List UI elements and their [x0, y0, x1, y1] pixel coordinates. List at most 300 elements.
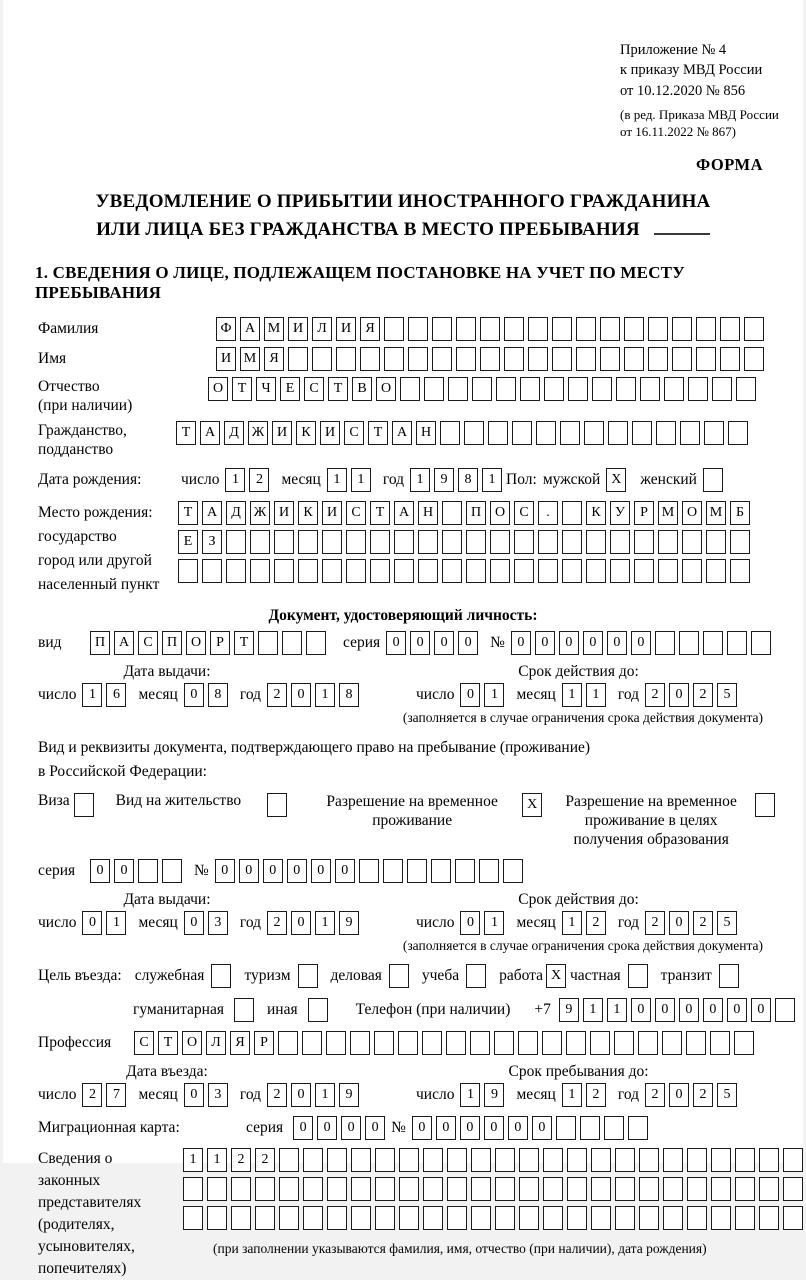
char-cell: [302, 1031, 322, 1055]
char-cell: [759, 1177, 779, 1201]
char-cell: Д: [226, 501, 246, 525]
appendix-header: [620, 40, 803, 141]
day-label: число: [38, 686, 77, 704]
option-temp-residence-education: [556, 792, 775, 849]
char-cell: [207, 1177, 227, 1201]
char-cell: 0: [508, 1116, 528, 1140]
char-cell: [580, 1116, 600, 1140]
char-cell: 6: [106, 683, 126, 707]
char-cell: 9: [484, 1083, 504, 1107]
form-title-line-2-text: ИЛИ ЛИЦА БЕЗ ГРАЖДАНСТВА В МЕСТО ПРЕБЫВАНИЯ: [96, 218, 640, 240]
char-cell: [495, 1148, 515, 1172]
birth-place-label-line-1: Место рождения:: [38, 504, 153, 522]
char-cell: [696, 317, 716, 341]
female-label: женский: [640, 471, 697, 489]
identity-issue-col: [38, 663, 416, 707]
char-cell: П: [162, 631, 182, 655]
representatives-label-line-6: попечителях): [38, 1260, 127, 1278]
char-cell: [374, 1031, 394, 1055]
char-cell: С: [138, 631, 158, 655]
char-cell: [375, 1206, 395, 1230]
char-cell: [592, 377, 612, 401]
char-cell: В: [352, 377, 372, 401]
char-cell: 5: [717, 911, 737, 935]
char-cell: [680, 421, 700, 445]
char-cell: З: [202, 530, 222, 554]
char-cell: 0: [631, 998, 651, 1022]
char-cell: [375, 1148, 395, 1172]
char-cell: Т: [368, 421, 388, 445]
char-cell: [298, 559, 318, 583]
char-cell: Ж: [248, 421, 268, 445]
doc-kind-label: вид: [38, 634, 62, 652]
char-cell: 1: [562, 911, 582, 935]
char-cell: [696, 347, 716, 371]
char-cell: 0: [484, 1116, 504, 1140]
birth-date-row: [38, 468, 803, 492]
entry-date-title: Дата въезда:: [126, 1063, 208, 1081]
char-cell: 2: [645, 683, 665, 707]
char-cell: [735, 1177, 755, 1201]
purpose-business-checkbox: [389, 964, 409, 988]
char-cell: [679, 631, 699, 655]
option-temp-residence: [311, 792, 542, 830]
char-cell: 9: [434, 468, 454, 492]
char-cell: [662, 1031, 682, 1055]
profession-block: [38, 1031, 803, 1055]
identity-issue-day-cells: [82, 683, 130, 707]
char-cell: [775, 998, 795, 1022]
char-cell: Т: [158, 1031, 178, 1055]
char-cell: 0: [535, 631, 555, 655]
char-cell: [466, 530, 486, 554]
char-cell: О: [376, 377, 396, 401]
char-cell: [655, 631, 675, 655]
char-cell: [351, 1206, 371, 1230]
representatives-block: [38, 1148, 803, 1280]
purpose-private-checkbox: [628, 964, 648, 988]
char-cell: 0: [727, 998, 747, 1022]
char-cell: 8: [208, 683, 228, 707]
citizenship-label-line-2: подданство: [38, 441, 114, 459]
char-cell: 0: [460, 1116, 480, 1140]
char-cell: [274, 559, 294, 583]
char-cell: 2: [586, 1083, 606, 1107]
char-cell: [658, 559, 678, 583]
char-cell: [279, 1148, 299, 1172]
char-cell: [423, 1148, 443, 1172]
char-cell: [536, 421, 556, 445]
char-cell: [552, 317, 572, 341]
char-cell: 0: [679, 998, 699, 1022]
char-cell: [552, 347, 572, 371]
char-cell: [258, 631, 278, 655]
purpose-humanitarian-label: гуманитарная: [133, 1001, 224, 1019]
char-cell: 0: [410, 631, 430, 655]
char-cell: [519, 1148, 539, 1172]
char-cell: 0: [583, 631, 603, 655]
phone-prefix: +7: [534, 1001, 551, 1019]
char-cell: 1: [225, 468, 245, 492]
name-label: Имя: [38, 350, 67, 368]
char-cell: [514, 559, 534, 583]
migration-card-row: [38, 1116, 803, 1140]
char-cell: 0: [751, 998, 771, 1022]
char-cell: 0: [291, 1083, 311, 1107]
residence-permit-checkbox: [267, 793, 287, 817]
birth-place-row-2: [178, 530, 754, 554]
char-cell: [226, 559, 246, 583]
appendix-revision: [620, 106, 803, 141]
char-cell: [346, 530, 366, 554]
identity-doc-heading: Документ, удостоверяющий личность:: [268, 607, 538, 625]
issue-date-title: Дата выдачи:: [123, 891, 211, 909]
char-cell: С: [304, 377, 324, 401]
char-cell: 0: [215, 859, 235, 883]
validity-note: (заполняется в случае ограничения срока действия документа): [402, 710, 763, 726]
birth-year-label: год: [382, 471, 405, 489]
char-cell: 1: [484, 911, 504, 935]
char-cell: Т: [178, 501, 198, 525]
purpose-work-label: работа: [499, 967, 543, 985]
day-label: число: [416, 1086, 455, 1104]
char-cell: 0: [669, 911, 689, 935]
identity-doc-dates: [38, 663, 803, 707]
purpose-tourism-label: туризм: [244, 967, 291, 985]
char-cell: [472, 377, 492, 401]
char-cell: Я: [360, 317, 380, 341]
representatives-row-3: [183, 1206, 806, 1230]
migration-card-label: Миграционная карта:: [38, 1119, 180, 1137]
stay-issue-year-cells: [267, 911, 363, 935]
visa-checkbox: [74, 793, 94, 817]
char-cell: [288, 347, 308, 371]
entry-year-cells: [267, 1083, 363, 1107]
char-cell: [600, 347, 620, 371]
char-cell: [751, 631, 771, 655]
stay-valid-year-cells: [645, 911, 741, 935]
char-cell: [394, 559, 414, 583]
char-cell: [274, 530, 294, 554]
char-cell: [327, 1148, 347, 1172]
char-cell: Я: [264, 347, 284, 371]
stay-number-label: №: [194, 862, 209, 880]
char-cell: [628, 1116, 648, 1140]
sex-label: Пол:: [506, 471, 537, 489]
char-cell: Р: [634, 501, 654, 525]
char-cell: Т: [232, 377, 252, 401]
char-cell: [735, 1148, 755, 1172]
char-cell: [711, 1177, 731, 1201]
char-cell: [495, 1206, 515, 1230]
char-cell: Л: [206, 1031, 226, 1055]
purpose-tourism-checkbox: [298, 964, 318, 988]
char-cell: 0: [458, 631, 478, 655]
char-cell: [399, 1177, 419, 1201]
purpose-business-label: деловая: [330, 967, 382, 985]
char-cell: [616, 377, 636, 401]
char-cell: [576, 347, 596, 371]
char-cell: [567, 1148, 587, 1172]
char-cell: [456, 317, 476, 341]
char-cell: [591, 1148, 611, 1172]
char-cell: [326, 1031, 346, 1055]
char-cell: [615, 1177, 635, 1201]
char-cell: 7: [106, 1083, 126, 1107]
char-cell: 0: [655, 998, 675, 1022]
visa-label: Виза: [38, 792, 70, 810]
char-cell: [351, 1148, 371, 1172]
surname-row: [38, 317, 803, 341]
doc-series-cells: [386, 631, 482, 655]
char-cell: [470, 1031, 490, 1055]
citizenship-label: [38, 421, 176, 459]
stay-until-day-cells: [460, 1083, 508, 1107]
char-cell: [688, 377, 708, 401]
char-cell: [306, 631, 326, 655]
char-cell: [422, 1031, 442, 1055]
char-cell: О: [182, 1031, 202, 1055]
stay-doc-intro-line-2: в Российской Федерации:: [38, 763, 207, 781]
char-cell: [519, 1206, 539, 1230]
month-label: месяц: [516, 1086, 556, 1104]
char-cell: [504, 347, 524, 371]
char-cell: 0: [532, 1116, 552, 1140]
birth-month-cells: [327, 468, 375, 492]
char-cell: Д: [224, 421, 244, 445]
representatives-cell-rows: [183, 1148, 806, 1257]
surname-label: Фамилия: [38, 320, 99, 338]
stay-doc-series-row: [38, 859, 803, 883]
char-cell: Т: [176, 421, 196, 445]
entry-date-col: [38, 1063, 416, 1107]
char-cell: [543, 1177, 563, 1201]
char-cell: 0: [434, 631, 454, 655]
identity-issue-month-cells: [184, 683, 232, 707]
char-cell: 3: [208, 1083, 228, 1107]
char-cell: [640, 377, 660, 401]
birth-place-row-1: [178, 501, 754, 525]
char-cell: [543, 1206, 563, 1230]
stay-series-label: серия: [38, 862, 76, 880]
char-cell: [586, 530, 606, 554]
char-cell: [639, 1206, 659, 1230]
year-label: год: [239, 686, 262, 704]
char-cell: .: [538, 501, 558, 525]
char-cell: [720, 317, 740, 341]
stay-until-year-cells: [645, 1083, 741, 1107]
char-cell: П: [90, 631, 110, 655]
char-cell: 0: [311, 859, 331, 883]
char-cell: [730, 530, 750, 554]
birth-place-label-line-2: государство: [38, 528, 117, 546]
purpose-other-label: иная: [266, 1001, 298, 1019]
stay-valid-month-cells: [562, 911, 610, 935]
option-residence-permit: [116, 792, 288, 817]
char-cell: 0: [90, 859, 110, 883]
profession-cells: [134, 1031, 758, 1055]
char-cell: [576, 317, 596, 341]
char-cell: Ф: [216, 317, 236, 341]
char-cell: 0: [703, 998, 723, 1022]
char-cell: 1: [327, 468, 347, 492]
char-cell: 2: [645, 1083, 665, 1107]
doc-number-cells: [511, 631, 775, 655]
char-cell: [706, 559, 726, 583]
char-cell: 1: [482, 468, 502, 492]
purpose-transit-checkbox: [719, 964, 739, 988]
month-label: месяц: [516, 686, 556, 704]
temp-residence-education-label: Разрешение на временное проживание в целях получения образования: [565, 793, 737, 849]
entry-purpose-row: [38, 964, 803, 988]
char-cell: [138, 859, 158, 883]
char-cell: [663, 1206, 683, 1230]
char-cell: М: [658, 501, 678, 525]
char-cell: [250, 559, 270, 583]
char-cell: [682, 530, 702, 554]
month-label: месяц: [138, 914, 178, 932]
char-cell: [231, 1177, 251, 1201]
citizenship-label-line-1: Гражданство,: [38, 422, 127, 440]
char-cell: [432, 347, 452, 371]
female-checkbox: [703, 468, 723, 492]
char-cell: [664, 377, 684, 401]
char-cell: 0: [460, 911, 480, 935]
entry-month-cells: [184, 1083, 232, 1107]
char-cell: [648, 317, 668, 341]
representatives-label: [38, 1148, 183, 1280]
char-cell: [706, 530, 726, 554]
representatives-label-line-4: (родителях,: [38, 1216, 115, 1234]
char-cell: [408, 347, 428, 371]
identity-valid-month-cells: [562, 683, 610, 707]
char-cell: [614, 1031, 634, 1055]
char-cell: [456, 347, 476, 371]
char-cell: [503, 859, 523, 883]
temp-residence-checkbox: X: [522, 793, 542, 817]
char-cell: [322, 559, 342, 583]
char-cell: [447, 1177, 467, 1201]
char-cell: [480, 317, 500, 341]
char-cell: [471, 1177, 491, 1201]
char-cell: С: [344, 421, 364, 445]
char-cell: [518, 1031, 538, 1055]
char-cell: [183, 1206, 203, 1230]
char-cell: [512, 421, 532, 445]
appendix-revision-line-2: от 16.11.2022 № 867): [620, 124, 737, 140]
char-cell: [656, 421, 676, 445]
name-cells: [216, 347, 768, 371]
temp-residence-education-checkbox: [755, 793, 775, 817]
purpose-private-label: частная: [570, 967, 621, 985]
doc-series-label: серия: [343, 634, 381, 652]
char-cell: [418, 559, 438, 583]
char-cell: [442, 530, 462, 554]
char-cell: 0: [341, 1116, 361, 1140]
char-cell: [375, 1177, 395, 1201]
stay-until-row: [416, 1083, 741, 1107]
char-cell: 2: [249, 468, 269, 492]
char-cell: [727, 631, 747, 655]
char-cell: [447, 1148, 467, 1172]
char-cell: 1: [410, 468, 430, 492]
char-cell: [490, 559, 510, 583]
char-cell: [735, 1206, 755, 1230]
migration-number-cells: [412, 1116, 652, 1140]
char-cell: Т: [328, 377, 348, 401]
char-cell: [720, 347, 740, 371]
day-label: число: [38, 1086, 77, 1104]
char-cell: [423, 1177, 443, 1201]
char-cell: [608, 421, 628, 445]
char-cell: [663, 1177, 683, 1201]
char-cell: [183, 1177, 203, 1201]
char-cell: [528, 317, 548, 341]
char-cell: 1: [351, 468, 371, 492]
char-cell: 1: [460, 1083, 480, 1107]
char-cell: 1: [607, 998, 627, 1022]
purpose-official-checkbox: [211, 964, 231, 988]
name-row: [38, 347, 803, 371]
char-cell: И: [288, 317, 308, 341]
char-cell: 1: [315, 683, 335, 707]
char-cell: О: [682, 501, 702, 525]
char-cell: Т: [370, 501, 390, 525]
char-cell: [303, 1177, 323, 1201]
char-cell: [566, 1031, 586, 1055]
representatives-row-2: [183, 1177, 806, 1201]
migration-card-block: [38, 1116, 803, 1140]
char-cell: [744, 347, 764, 371]
identity-doc-kind-row: [38, 631, 803, 655]
representatives-row: [38, 1148, 803, 1280]
char-cell: О: [490, 501, 510, 525]
char-cell: [346, 559, 366, 583]
char-cell: [600, 317, 620, 341]
char-cell: [658, 530, 678, 554]
birth-place-label: [38, 501, 178, 597]
phone-label: Телефон (при наличии): [355, 1001, 511, 1019]
char-cell: 0: [291, 683, 311, 707]
char-cell: 0: [184, 1083, 204, 1107]
birth-place-row-3: [178, 559, 754, 583]
char-cell: [624, 347, 644, 371]
char-cell: [687, 1206, 707, 1230]
char-cell: [730, 559, 750, 583]
char-cell: [632, 421, 652, 445]
char-cell: Ч: [256, 377, 276, 401]
char-cell: [400, 377, 420, 401]
char-cell: П: [466, 501, 486, 525]
char-cell: Я: [230, 1031, 250, 1055]
char-cell: 2: [693, 1083, 713, 1107]
char-cell: [610, 530, 630, 554]
birth-day-label: число: [181, 471, 220, 489]
entry-purpose-label: Цель въезда:: [38, 967, 122, 985]
char-cell: 0: [559, 631, 579, 655]
char-cell: [663, 1148, 683, 1172]
section1-body: [38, 317, 803, 597]
char-cell: 0: [460, 683, 480, 707]
identity-valid-year-cells: [645, 683, 741, 707]
char-cell: 0: [631, 631, 651, 655]
char-cell: [282, 631, 302, 655]
char-cell: И: [320, 421, 340, 445]
patronymic-cells: [208, 377, 760, 401]
char-cell: [543, 1148, 563, 1172]
stay-issue-day-cells: [82, 911, 130, 935]
stay-doc-series-block: [38, 859, 803, 883]
